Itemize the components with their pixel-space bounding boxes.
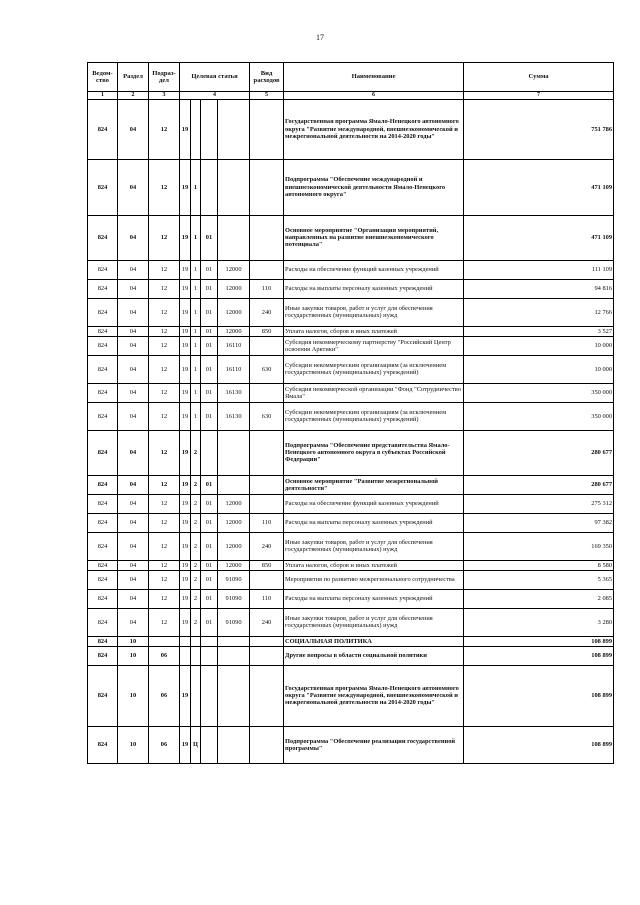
cell-podrazdel: 06 — [149, 665, 180, 726]
cell-target-direction: 12000 — [218, 494, 250, 513]
cell-name: Субсидии некоммерческим организациям (за исключением государственных (муниципальных) учреждений) — [284, 402, 464, 430]
budget-table — [87, 62, 614, 764]
cell-target-measure: 01 — [201, 560, 218, 570]
cell-target-direction: 91090 — [218, 608, 250, 636]
cell-podrazdel: 12 — [149, 494, 180, 513]
cell-target-direction: 12000 — [218, 279, 250, 298]
cell-podrazdel: 12 — [149, 99, 180, 159]
cell-target-direction — [218, 726, 250, 763]
cell-razdel: 04 — [118, 560, 149, 570]
cell-target-subprogram: 2 — [191, 475, 201, 494]
cell-target-direction: 16110 — [218, 336, 250, 355]
cell-podrazdel: 12 — [149, 159, 180, 215]
cell-name: Другие вопросы в области социальной политики — [284, 646, 464, 665]
cell-name: Уплата налогов, сборов и иных платежей — [284, 326, 464, 336]
cell-vedomstvo: 824 — [88, 430, 118, 475]
cell-razdel: 04 — [118, 336, 149, 355]
table-row — [88, 402, 614, 430]
cell-sum: 3 280 — [464, 608, 614, 636]
cell-sum: 3 527 — [464, 326, 614, 336]
cell-vedomstvo: 824 — [88, 589, 118, 608]
cell-razdel: 04 — [118, 99, 149, 159]
cell-target-measure — [201, 430, 218, 475]
cell-vedomstvo: 824 — [88, 298, 118, 326]
col-header-podrazdel: Подраз-дел — [149, 63, 180, 92]
cell-target-measure: 01 — [201, 608, 218, 636]
cell-target-subprogram: 2 — [191, 513, 201, 532]
cell-expense-type — [250, 336, 284, 355]
cell-razdel: 04 — [118, 355, 149, 383]
col-number: 1 — [88, 92, 118, 100]
table-row — [88, 636, 614, 646]
cell-expense-type — [250, 260, 284, 279]
cell-sum: 12 766 — [464, 298, 614, 326]
cell-expense-type — [250, 383, 284, 402]
table-row — [88, 215, 614, 260]
table-row — [88, 513, 614, 532]
cell-target-direction — [218, 215, 250, 260]
cell-name: Подпрограмма "Обеспечение представительства Ямало-Ненецкого автономного округа в субъектах Российской Федерации" — [284, 430, 464, 475]
cell-razdel: 04 — [118, 298, 149, 326]
cell-target-measure: 01 — [201, 279, 218, 298]
cell-razdel: 04 — [118, 159, 149, 215]
cell-name: Расходы на обеспечение функций казенных учреждений — [284, 260, 464, 279]
table-row — [88, 99, 614, 159]
cell-expense-type: 110 — [250, 589, 284, 608]
cell-sum: 275 312 — [464, 494, 614, 513]
cell-name: СОЦИАЛЬНАЯ ПОЛИТИКА — [284, 636, 464, 646]
cell-expense-type: 850 — [250, 326, 284, 336]
cell-vedomstvo: 824 — [88, 326, 118, 336]
cell-sum: 10 000 — [464, 336, 614, 355]
table-row — [88, 383, 614, 402]
col-number: 3 — [149, 92, 180, 100]
cell-target-measure: 01 — [201, 298, 218, 326]
cell-sum: 111 109 — [464, 260, 614, 279]
cell-sum: 280 677 — [464, 430, 614, 475]
cell-target-measure: 01 — [201, 570, 218, 589]
cell-target-subprogram: 1 — [191, 159, 201, 215]
cell-target-program — [180, 636, 191, 646]
cell-vedomstvo: 824 — [88, 665, 118, 726]
cell-razdel: 04 — [118, 589, 149, 608]
table-row — [88, 665, 614, 726]
cell-sum: 97 382 — [464, 513, 614, 532]
cell-vedomstvo: 824 — [88, 532, 118, 560]
cell-target-direction — [218, 99, 250, 159]
cell-razdel: 04 — [118, 532, 149, 560]
cell-vedomstvo: 824 — [88, 402, 118, 430]
cell-name: Субсидии некоммерческим организациям (за исключением государственных (муниципальных) учреждений) — [284, 355, 464, 383]
cell-sum: 94 816 — [464, 279, 614, 298]
cell-target-measure: 01 — [201, 215, 218, 260]
table-row — [88, 326, 614, 336]
cell-razdel: 04 — [118, 383, 149, 402]
cell-target-program: 19 — [180, 383, 191, 402]
cell-target-program — [180, 646, 191, 665]
cell-target-program: 19 — [180, 326, 191, 336]
cell-razdel: 04 — [118, 326, 149, 336]
cell-podrazdel: 12 — [149, 298, 180, 326]
cell-razdel: 04 — [118, 430, 149, 475]
cell-target-program: 19 — [180, 279, 191, 298]
cell-podrazdel: 12 — [149, 260, 180, 279]
cell-target-direction: 91090 — [218, 589, 250, 608]
cell-vedomstvo: 824 — [88, 646, 118, 665]
cell-target-program: 19 — [180, 494, 191, 513]
cell-target-subprogram: 2 — [191, 560, 201, 570]
col-header-sum: Сумма — [464, 63, 614, 92]
cell-target-program: 19 — [180, 215, 191, 260]
cell-target-program: 19 — [180, 475, 191, 494]
cell-sum: 751 786 — [464, 99, 614, 159]
col-number: 6 — [284, 92, 464, 100]
cell-target-program: 19 — [180, 355, 191, 383]
cell-expense-type — [250, 99, 284, 159]
table-row — [88, 570, 614, 589]
cell-sum: 2 085 — [464, 589, 614, 608]
table-row — [88, 646, 614, 665]
cell-target-program: 19 — [180, 430, 191, 475]
cell-razdel: 04 — [118, 260, 149, 279]
cell-expense-type — [250, 159, 284, 215]
cell-target-program: 19 — [180, 402, 191, 430]
cell-target-subprogram: 2 — [191, 430, 201, 475]
cell-target-program: 19 — [180, 513, 191, 532]
cell-target-direction — [218, 475, 250, 494]
cell-target-subprogram — [191, 665, 201, 726]
cell-name: Государственная программа Ямало-Ненецкого автономного округа "Развитие международной, внешнеэкономической и межрегиональной деятельности на 2014-2020 годы" — [284, 665, 464, 726]
cell-razdel: 10 — [118, 646, 149, 665]
cell-target-subprogram: Ц — [191, 726, 201, 763]
cell-sum: 350 000 — [464, 383, 614, 402]
cell-sum: 280 677 — [464, 475, 614, 494]
cell-expense-type — [250, 646, 284, 665]
cell-vedomstvo: 824 — [88, 726, 118, 763]
cell-sum: 108 899 — [464, 726, 614, 763]
cell-vedomstvo: 824 — [88, 636, 118, 646]
table-row — [88, 298, 614, 326]
cell-name: Расходы на обеспечение функций казенных учреждений — [284, 494, 464, 513]
cell-name: Иные закупки товаров, работ и услуг для обеспечения государственных (муниципальных) нужд — [284, 298, 464, 326]
col-number: 5 — [250, 92, 284, 100]
cell-target-measure: 01 — [201, 326, 218, 336]
table-row — [88, 159, 614, 215]
col-number: 4 — [180, 92, 250, 100]
table-row — [88, 532, 614, 560]
cell-podrazdel: 12 — [149, 589, 180, 608]
cell-target-measure: 01 — [201, 355, 218, 383]
cell-target-subprogram: 1 — [191, 402, 201, 430]
cell-name: Расходы на выплаты персоналу казенных учреждений — [284, 279, 464, 298]
cell-vedomstvo: 824 — [88, 383, 118, 402]
cell-target-program: 19 — [180, 99, 191, 159]
cell-target-direction — [218, 665, 250, 726]
table-row — [88, 494, 614, 513]
cell-name: Иные закупки товаров, работ и услуг для обеспечения государственных (муниципальных) нужд — [284, 532, 464, 560]
cell-vedomstvo: 824 — [88, 513, 118, 532]
cell-razdel: 04 — [118, 475, 149, 494]
cell-vedomstvo: 824 — [88, 99, 118, 159]
cell-name: Иные закупки товаров, работ и услуг для обеспечения государственных (муниципальных) нужд — [284, 608, 464, 636]
table-row — [88, 336, 614, 355]
cell-sum: 471 109 — [464, 159, 614, 215]
cell-expense-type: 630 — [250, 355, 284, 383]
col-number: 7 — [464, 92, 614, 100]
cell-target-subprogram: 1 — [191, 298, 201, 326]
cell-target-measure: 01 — [201, 475, 218, 494]
cell-podrazdel: 12 — [149, 475, 180, 494]
cell-razdel: 04 — [118, 279, 149, 298]
cell-target-program: 19 — [180, 560, 191, 570]
table-row — [88, 279, 614, 298]
cell-podrazdel: 06 — [149, 646, 180, 665]
cell-name: Подпрограмма "Обеспечение реализации государственной программы" — [284, 726, 464, 763]
cell-name: Основное мероприятие "Развитие межрегиональной деятельности" — [284, 475, 464, 494]
cell-razdel: 04 — [118, 608, 149, 636]
cell-target-subprogram — [191, 646, 201, 665]
cell-razdel: 04 — [118, 494, 149, 513]
cell-target-program: 19 — [180, 336, 191, 355]
cell-target-measure — [201, 159, 218, 215]
cell-name: Основное мероприятие "Организация мероприятий, направленных на развитие внешнеэкономического потенциала" — [284, 215, 464, 260]
cell-expense-type — [250, 475, 284, 494]
cell-target-measure: 01 — [201, 532, 218, 560]
cell-target-program: 19 — [180, 665, 191, 726]
page-number: 17 — [316, 33, 324, 42]
cell-razdel: 04 — [118, 570, 149, 589]
cell-vedomstvo: 824 — [88, 215, 118, 260]
cell-target-measure — [201, 665, 218, 726]
cell-razdel: 04 — [118, 215, 149, 260]
cell-target-direction: 91090 — [218, 570, 250, 589]
cell-expense-type — [250, 570, 284, 589]
table-row — [88, 430, 614, 475]
cell-razdel: 10 — [118, 665, 149, 726]
cell-podrazdel: 12 — [149, 532, 180, 560]
cell-expense-type: 240 — [250, 532, 284, 560]
cell-expense-type: 110 — [250, 513, 284, 532]
table-row — [88, 726, 614, 763]
cell-target-program: 19 — [180, 159, 191, 215]
cell-vedomstvo: 824 — [88, 560, 118, 570]
cell-podrazdel — [149, 636, 180, 646]
cell-target-direction: 12000 — [218, 560, 250, 570]
cell-target-direction: 12000 — [218, 513, 250, 532]
cell-sum: 5 365 — [464, 570, 614, 589]
cell-target-direction — [218, 646, 250, 665]
cell-target-subprogram: 1 — [191, 279, 201, 298]
cell-target-measure: 01 — [201, 513, 218, 532]
cell-expense-type — [250, 726, 284, 763]
cell-expense-type — [250, 665, 284, 726]
cell-target-subprogram: 1 — [191, 326, 201, 336]
cell-target-subprogram: 1 — [191, 215, 201, 260]
cell-vedomstvo: 824 — [88, 494, 118, 513]
col-number: 2 — [118, 92, 149, 100]
cell-vedomstvo: 824 — [88, 355, 118, 383]
cell-expense-type: 630 — [250, 402, 284, 430]
col-header-vedomstvo: Ведом-ство — [88, 63, 118, 92]
col-header-vid: Вид расходов — [250, 63, 284, 92]
cell-name: Мероприятия по развитию межрегионального сотрудничества — [284, 570, 464, 589]
cell-target-program: 19 — [180, 570, 191, 589]
cell-target-measure: 01 — [201, 383, 218, 402]
cell-target-program: 19 — [180, 726, 191, 763]
cell-razdel: 04 — [118, 402, 149, 430]
cell-podrazdel: 12 — [149, 326, 180, 336]
col-header-razdel: Раздел — [118, 63, 149, 92]
cell-target-direction — [218, 159, 250, 215]
cell-expense-type: 110 — [250, 279, 284, 298]
cell-target-direction: 12000 — [218, 260, 250, 279]
cell-target-measure — [201, 726, 218, 763]
cell-target-subprogram: 2 — [191, 570, 201, 589]
cell-target-direction: 16110 — [218, 355, 250, 383]
cell-podrazdel: 12 — [149, 215, 180, 260]
cell-name: Государственная программа Ямало-Ненецкого автономного округа "Развитие международной, внешнеэкономической и межрегиональной деятельности на 2014-2020 годы" — [284, 99, 464, 159]
cell-target-subprogram: 2 — [191, 608, 201, 636]
cell-target-subprogram — [191, 99, 201, 159]
cell-target-program: 19 — [180, 298, 191, 326]
cell-target-measure: 01 — [201, 260, 218, 279]
cell-sum: 350 000 — [464, 402, 614, 430]
cell-podrazdel: 12 — [149, 402, 180, 430]
table-row — [88, 355, 614, 383]
cell-name: Уплата налогов, сборов и иных платежей — [284, 560, 464, 570]
cell-target-measure: 01 — [201, 336, 218, 355]
cell-podrazdel: 12 — [149, 513, 180, 532]
cell-podrazdel: 12 — [149, 279, 180, 298]
cell-expense-type: 240 — [250, 298, 284, 326]
cell-razdel: 10 — [118, 636, 149, 646]
cell-name: Расходы на выплаты персоналу казенных учреждений — [284, 589, 464, 608]
cell-sum: 108 899 — [464, 646, 614, 665]
cell-sum: 108 899 — [464, 636, 614, 646]
col-header-name: Наименование — [284, 63, 464, 92]
cell-sum: 471 109 — [464, 215, 614, 260]
cell-target-subprogram: 2 — [191, 532, 201, 560]
cell-sum: 10 000 — [464, 355, 614, 383]
cell-podrazdel: 12 — [149, 383, 180, 402]
cell-target-direction — [218, 430, 250, 475]
table-row — [88, 589, 614, 608]
cell-vedomstvo: 824 — [88, 570, 118, 589]
cell-sum: 169 350 — [464, 532, 614, 560]
cell-expense-type — [250, 636, 284, 646]
cell-sum: 108 899 — [464, 665, 614, 726]
cell-name: Расходы на выплаты персоналу казенных учреждений — [284, 513, 464, 532]
cell-target-subprogram: 2 — [191, 494, 201, 513]
cell-name: Субсидия некоммерческой организации "Фонд "Сотрудничество Ямала" — [284, 383, 464, 402]
cell-target-subprogram: 1 — [191, 260, 201, 279]
table-row — [88, 608, 614, 636]
cell-podrazdel: 12 — [149, 608, 180, 636]
cell-target-direction — [218, 636, 250, 646]
cell-expense-type — [250, 430, 284, 475]
cell-vedomstvo: 824 — [88, 159, 118, 215]
cell-expense-type: 240 — [250, 608, 284, 636]
cell-podrazdel: 12 — [149, 336, 180, 355]
cell-vedomstvo: 824 — [88, 608, 118, 636]
table-row — [88, 560, 614, 570]
cell-target-direction: 12000 — [218, 326, 250, 336]
cell-target-direction: 12000 — [218, 532, 250, 560]
cell-expense-type — [250, 215, 284, 260]
cell-expense-type: 850 — [250, 560, 284, 570]
cell-vedomstvo: 824 — [88, 279, 118, 298]
cell-target-measure — [201, 99, 218, 159]
cell-target-direction: 16130 — [218, 383, 250, 402]
table-row — [88, 475, 614, 494]
cell-sum: 8 580 — [464, 560, 614, 570]
column-number-row — [88, 92, 614, 100]
cell-target-subprogram — [191, 636, 201, 646]
cell-target-direction: 16130 — [218, 402, 250, 430]
cell-target-measure: 01 — [201, 494, 218, 513]
col-header-celevaya: Целевая статья — [180, 63, 250, 92]
cell-podrazdel: 12 — [149, 355, 180, 383]
cell-razdel: 04 — [118, 513, 149, 532]
cell-podrazdel: 06 — [149, 726, 180, 763]
cell-podrazdel: 12 — [149, 560, 180, 570]
cell-name: Субсидия некоммерческому партнерству "Российский Центр освоения Арктики" — [284, 336, 464, 355]
table-header-row — [88, 63, 614, 92]
cell-target-subprogram: 2 — [191, 589, 201, 608]
cell-target-direction: 12000 — [218, 298, 250, 326]
cell-target-measure — [201, 646, 218, 665]
cell-podrazdel: 12 — [149, 570, 180, 589]
cell-target-program: 19 — [180, 608, 191, 636]
cell-target-subprogram: 1 — [191, 355, 201, 383]
cell-target-measure — [201, 636, 218, 646]
cell-podrazdel: 12 — [149, 430, 180, 475]
cell-razdel: 10 — [118, 726, 149, 763]
cell-vedomstvo: 824 — [88, 260, 118, 279]
cell-target-program: 19 — [180, 260, 191, 279]
cell-target-measure: 01 — [201, 402, 218, 430]
cell-vedomstvo: 824 — [88, 475, 118, 494]
table-row — [88, 260, 614, 279]
cell-target-measure: 01 — [201, 589, 218, 608]
cell-target-program: 19 — [180, 589, 191, 608]
cell-target-subprogram: 1 — [191, 383, 201, 402]
cell-target-program: 19 — [180, 532, 191, 560]
cell-name: Подпрограмма "Обеспечение международной и внешнеэкономической деятельности Ямало-Ненецкого автономного округа" — [284, 159, 464, 215]
cell-vedomstvo: 824 — [88, 336, 118, 355]
cell-target-subprogram: 1 — [191, 336, 201, 355]
cell-expense-type — [250, 494, 284, 513]
